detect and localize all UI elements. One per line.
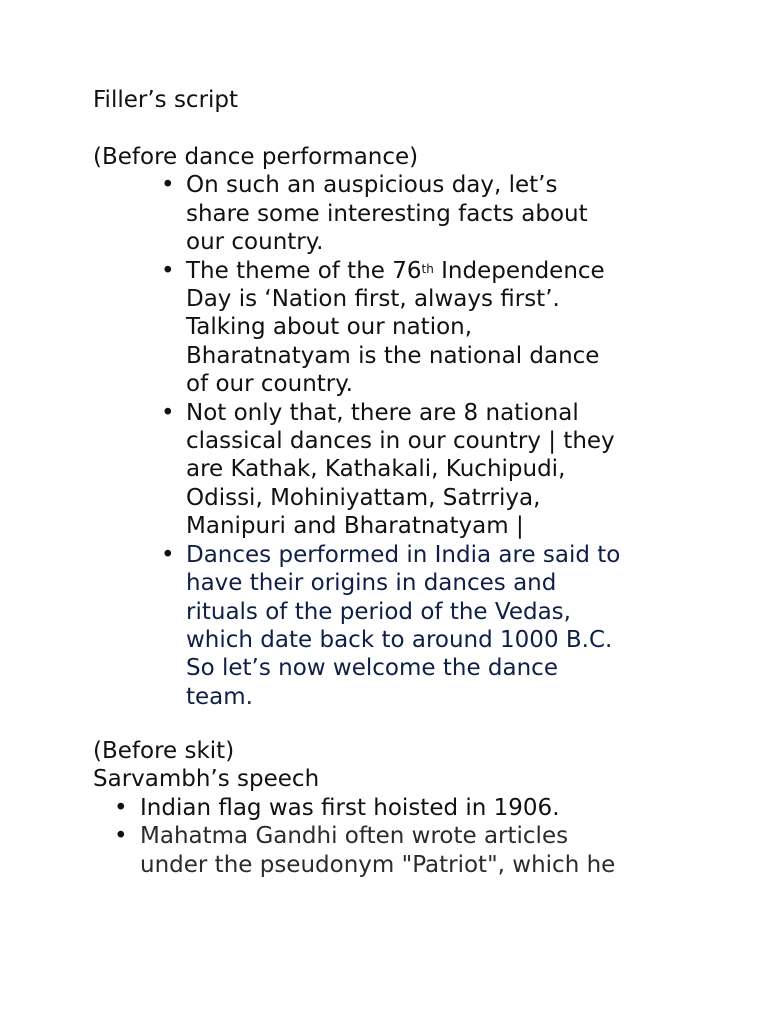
list-item: [93, 171, 686, 256]
bullet-icon: •: [161, 541, 175, 568]
list-item-line: rituals of the period of the Vedas,: [186, 598, 571, 625]
list-item-line: Talking about our nation,: [186, 314, 473, 341]
list-item-line: Indian flag was first hoisted in 1906.: [140, 794, 560, 821]
bullet-icon: •: [114, 823, 128, 850]
list-item-line: Dances performed in India are said to: [186, 541, 621, 568]
list-item: [93, 399, 686, 541]
list-item-line: share some interesting facts about: [186, 200, 588, 227]
list-item-line: On such an auspicious day, let’s: [186, 172, 558, 199]
list-item-line: are Kathak, Kathakali, Kuchipudi,: [186, 456, 566, 483]
list-item-line: Odissi, Mohiniyattam, Satrriya,: [186, 484, 541, 511]
bullet-icon: •: [161, 399, 175, 426]
bullet-icon: •: [161, 172, 175, 199]
list-item: [93, 257, 686, 399]
list-item: [93, 822, 700, 879]
list-item-line: under the pseudonym "Patriot", which he: [140, 851, 616, 878]
bullet-list-dance-facts: [93, 171, 733, 711]
bullet-list-speech-facts: [93, 794, 733, 879]
list-item-line: [186, 257, 686, 285]
theme-text-end: Independence: [433, 257, 605, 284]
list-item-line: So let’s now welcome the dance: [186, 655, 558, 682]
list-item-line: Mahatma Gandhi often wrote articles: [140, 823, 569, 850]
list-item-line: Manipuri and Bharatnatyam |: [186, 513, 524, 540]
list-item-line: have their origins in dances and: [186, 570, 557, 597]
list-item-line: Bharatnatyam is the national dance: [186, 342, 600, 369]
list-item-line: team.: [186, 683, 253, 710]
document-title: Filler’s script: [93, 87, 239, 113]
list-item-line: of our country.: [186, 371, 353, 398]
list-item-line: Day is ‘Nation first, always first’.: [186, 286, 560, 313]
speech-subheading: Sarvambh’s speech: [93, 766, 320, 793]
list-item-line: Not only that, there are 8 national: [186, 399, 579, 426]
section-heading-before-skit: (Before skit): [93, 738, 235, 764]
theme-text-start: The theme of the 76: [186, 257, 422, 284]
bullet-icon: •: [114, 794, 128, 821]
bullet-icon: •: [161, 257, 175, 284]
list-item: [93, 794, 700, 822]
section-heading-before-dance: (Before dance performance): [93, 144, 419, 170]
list-item-line: which date back to around 1000 B.C.: [186, 626, 613, 653]
section-before-dance: [93, 143, 733, 711]
list-item-line: our country.: [186, 229, 324, 256]
list-item-line: classical dances in our country | they: [186, 428, 615, 455]
list-item: [93, 541, 686, 711]
section-before-skit: [93, 737, 733, 879]
ordinal-superscript: th: [421, 261, 434, 276]
